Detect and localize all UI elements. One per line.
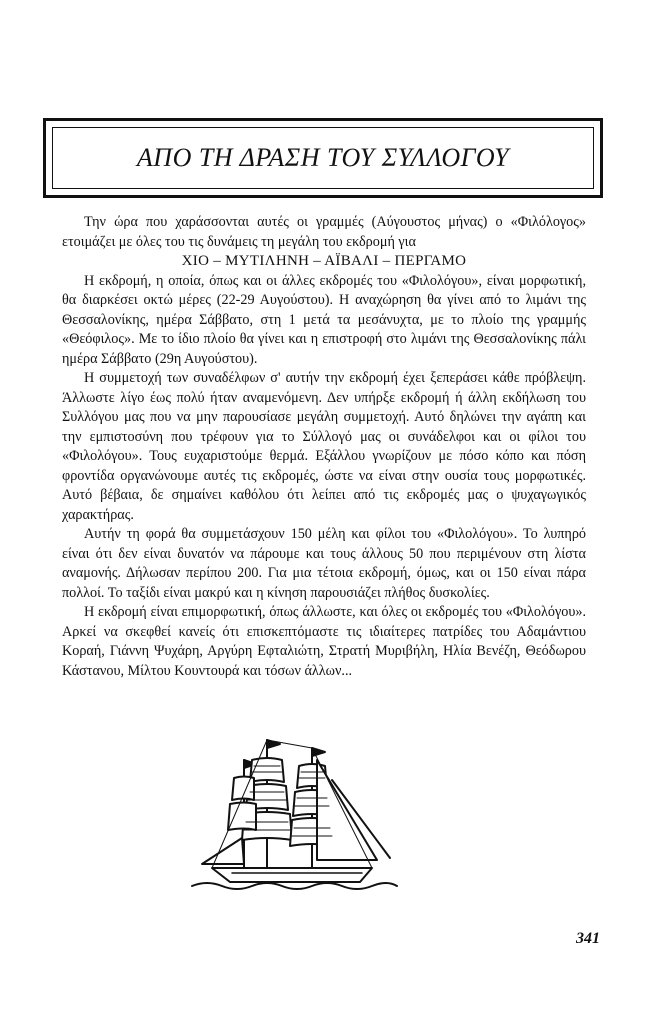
title-frame-inner <box>52 127 594 189</box>
title-frame <box>43 118 603 198</box>
paragraph-intro: Την ώρα που χαράσσονται αυτές οι γραμμές (Αύγουστος μήνας) ο «Φιλόλογος» ετοιμάζει με όλες του τις δυνάμεις τη μεγάλη του εκδρομή για <box>62 214 586 250</box>
destinations-line: ΧΙΟ – ΜΥΤΙΛΗΝΗ – ΑΪΒΑΛΙ – ΠΕΡΓΑΜΟ <box>181 253 467 269</box>
sailing-ship-icon <box>172 730 412 895</box>
paragraph-members: Αυτήν τη φορά θα συμμετάσχουν 150 μέλη και φίλοι του «Φιλολόγου». Το λυπηρό είναι ότι δεν είναι δυνατόν να πάρουμε και τους άλλους 50 που περιμένουν στη λίστα αναμονής. Δήλωσαν περίπου 200. Για μια τέτοια εκδρομή, όμως, και οι 150 είναι πάρα πολλοί. Το ταξίδι είναι μακρύ και η κίνηση παρουσιάζει πλήθος δυσκολίες. <box>62 526 586 601</box>
paragraph-educational: Η εκδρομή είναι επιμορφωτική, όπως άλλωστε, και όλες οι εκδρομές του «Φιλολόγου». Αρκεί να σκεφθεί κανείς ότι επισκεπτόμαστε τις ιδιαίτερες πατρίδες του Αδαμάντιου Κοραή, Γιάννη Ψυχάρη, Αργύρη Εφταλιώτη, Στρατή Μυριβήλη, Ηλία Βενέζη, Θεόδωρου Κάστανου, Μίλτου Κουντουρά και τόσων άλλων... <box>62 604 586 679</box>
paragraph-participation: Η συμμετοχή των συναδέλφων σ' αυτήν την εκδρομή έχει ξεπεράσει κάθε πρόβλεψη. Άλλωστε λίγο έως πολύ ήταν αναμενόμενη. Δεν υπήρξε εκδρομή ή άλλη εκδήλωση του Συλλόγου μας που να μην παρουσίασε μεγάλη συμμετοχή. Αυτό δηλώνει την αγάπη και την εμπιστοσύνη που τρέφουν για το Σύλλογό μας οι συνάδελφοι και οι φίλοι του «Φιλολόγου». Τους ευχαριστούμε θερμά. Εξάλλου γνωρίζουν με πόσο κόπο και πόση φροντίδα οργανώνουμε αυτές τις εκδρομές, ώστε να είναι στην ουσία τους μορφωτικές. Αυτό βέβαια, δε σημαίνει καθόλου ότι λείπει από τις εκδρομές μας ο ψυχαγωγικός χαρακτήρας. <box>62 370 586 523</box>
article-body <box>62 213 586 681</box>
page-title: ΑΠΟ ΤΗ ΔΡΑΣΗ ΤΟΥ ΣΥΛΛΟΓΟΥ <box>136 143 510 172</box>
page-number: 341 <box>576 930 600 947</box>
paragraph-trip-details: Η εκδρομή, η οποία, όπως και οι άλλες εκδρομές του «Φιλολόγου», είναι μορφωτική, θα διαρκέσει οκτώ μέρες (22-29 Αυγούστου). Η αναχώρηση θα γίνει από το λιμάνι της Θεσσαλονίκης, ημέρα Σάββατο, στη 1 μετά τα μεσάνυχτα, με το πλοίο της γραμμής «Θεόφιλος». Με το ίδιο πλοίο θα γίνει και η επιστροφή στο λιμάνι της Θεσσαλονίκης πάλι ημέρα Σάββατο (29η Αυγούστου). <box>62 272 586 367</box>
